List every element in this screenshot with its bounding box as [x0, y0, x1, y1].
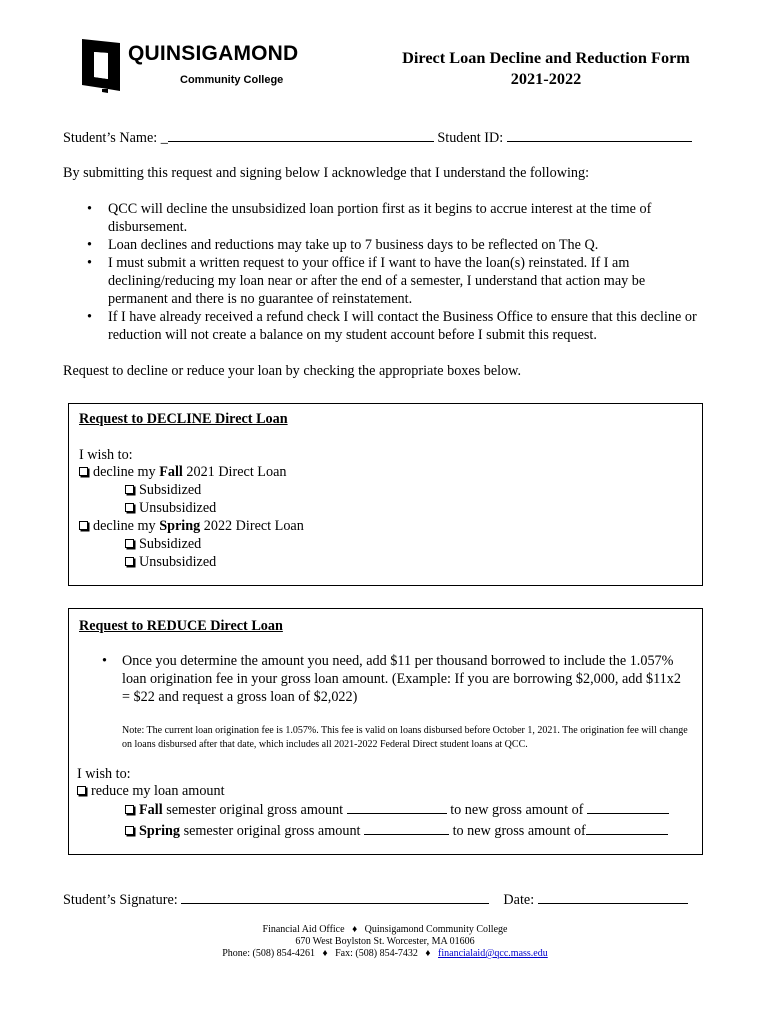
signature-label: Student’s Signature:	[63, 892, 178, 908]
form-title-line1: Direct Loan Decline and Reduction Form	[402, 48, 690, 67]
reduce-spring-term: Spring	[139, 823, 181, 839]
reduce-loan-label: reduce my loan amount	[91, 783, 225, 799]
acknowledgement-item: • QCC will decline the unsubsidized loan portion first as it begins to accrue interest at the time of disbursement.	[63, 200, 703, 236]
reduce-spring-checkbox[interactable]	[125, 826, 134, 835]
reduce-fall-row[interactable]	[125, 800, 669, 819]
footer-office-line	[0, 924, 770, 937]
decline-fall-subsidized-option[interactable]	[125, 481, 201, 499]
decline-spring-suffix: 2022 Direct Loan	[200, 518, 304, 534]
signature-field[interactable]	[181, 890, 489, 904]
decline-spring-term: Spring	[159, 518, 201, 534]
fall-new-amount-label: to new gross amount of	[450, 802, 584, 818]
decline-spring-unsubsidized-checkbox[interactable]	[125, 557, 134, 566]
reduce-section-title: Request to REDUCE Direct Loan	[79, 618, 283, 634]
reduce-fall-checkbox[interactable]	[125, 805, 134, 814]
reduce-wish-label: I wish to:	[77, 766, 131, 782]
decline-spring-checkbox[interactable]	[79, 521, 88, 530]
acknowledgement-item: • Loan declines and reductions may take up to 7 business days to be reflected on The Q.	[63, 236, 703, 254]
decline-fall-text: decline my	[93, 464, 160, 480]
decline-fall-suffix: 2021 Direct Loan	[182, 464, 287, 480]
spring-new-amount-label: to new gross amount of	[452, 823, 586, 839]
date-field[interactable]	[538, 890, 688, 904]
student-id-field[interactable]	[507, 128, 692, 142]
signature-row	[63, 890, 688, 909]
decline-spring-text: decline my	[93, 518, 160, 534]
footer-contact-line	[0, 948, 770, 961]
logo-subtitle: Community College	[180, 74, 284, 86]
reduce-spring-row[interactable]	[125, 821, 668, 840]
decline-fall-subsidized-checkbox[interactable]	[125, 485, 134, 494]
student-name-field[interactable]	[168, 128, 434, 142]
reduce-fall-text: semester original gross amount	[162, 802, 344, 818]
date-label: Date:	[503, 892, 535, 908]
student-name-label: Student’s Name: _	[63, 130, 168, 146]
footer-address: 670 West Boylston St. Worcester, MA 01606	[295, 936, 475, 947]
footer-fax: Fax: (508) 854-7432	[335, 948, 418, 959]
acknowledgement-item: • If I have already received a refund check I will contact the Business Office to ensure that this decline or reduction will not create a balance on my student account before I submit this request.	[63, 308, 703, 344]
footer-office: Financial Aid Office	[262, 924, 345, 935]
acknowledgement-list	[63, 200, 703, 344]
fall-new-amount-field[interactable]	[587, 800, 669, 814]
decline-spring-subsidized-option[interactable]	[125, 535, 201, 553]
request-instructions: Request to decline or reduce your loan by checking the appropriate boxes below.	[63, 363, 522, 379]
unsubsidized-label: Unsubsidized	[139, 554, 217, 570]
form-title-year: 2021-2022	[510, 69, 582, 88]
student-id-label: Student ID:	[437, 130, 504, 146]
decline-fall-option[interactable]	[79, 463, 286, 481]
origination-fee-note: Note: The current loan origination fee is 1.057%. This fee is valid on loans disbursed before October 1, 2021. The origination fee will change on loans disbursed after that date, which includes all 2021-2022 Federal Direct student loans at QCC.	[122, 725, 688, 750]
decline-spring-subsidized-checkbox[interactable]	[125, 539, 134, 548]
student-info-row	[63, 128, 692, 147]
decline-spring-option[interactable]	[79, 517, 304, 535]
decline-fall-unsubsidized-option[interactable]	[125, 499, 216, 517]
bullet-icon: •	[102, 653, 107, 669]
reduce-loan-section	[68, 608, 703, 855]
decline-section-title: Request to DECLINE Direct Loan	[79, 411, 288, 427]
reduce-instruction	[102, 652, 692, 706]
diamond-separator-icon: ♦	[352, 924, 358, 935]
form-title	[380, 47, 712, 89]
footer-phone: Phone: (508) 854-4261	[222, 948, 316, 959]
decline-spring-unsubsidized-option[interactable]	[125, 553, 216, 571]
diamond-separator-icon: ♦	[425, 948, 431, 959]
subsidized-label: Subsidized	[139, 536, 202, 552]
acknowledgement-intro: By submitting this request and signing below I acknowledge that I understand the following:	[63, 165, 590, 181]
spring-original-amount-field[interactable]	[364, 821, 449, 835]
fall-original-amount-field[interactable]	[347, 800, 447, 814]
reduce-loan-option[interactable]	[77, 782, 225, 800]
reduce-instruction-text: Once you determine the amount you need, add $11 per thousand borrowed to include the 1.057% loan origination fee in your gross loan amount. (Example: If you are borrowing $2,000, add $11x2 = $22 and request a gross loan of $2,022)	[122, 653, 681, 705]
footer-college: Quinsigamond Community College	[364, 924, 508, 935]
acknowledgement-item: • I must submit a written request to your office if I want to have the loan(s) reinstated. If I am declining/reducing my loan near or after the end of a semester, I understand that action may be permanent and there is no guarantee of reinstatement.	[63, 254, 703, 308]
decline-wish-label: I wish to:	[79, 447, 133, 463]
qcc-logo-mark-icon	[82, 37, 122, 93]
reduce-loan-checkbox[interactable]	[77, 786, 86, 795]
college-logo	[82, 37, 312, 97]
spring-new-amount-field[interactable]	[586, 821, 668, 835]
decline-fall-unsubsidized-checkbox[interactable]	[125, 503, 134, 512]
decline-fall-term: Fall	[159, 464, 183, 480]
reduce-spring-text: semester original gross amount	[180, 823, 361, 839]
decline-fall-checkbox[interactable]	[79, 467, 88, 476]
reduce-fall-term: Fall	[139, 802, 163, 818]
subsidized-label: Subsidized	[139, 482, 202, 498]
diamond-separator-icon: ♦	[322, 948, 328, 959]
logo-name: QUINSIGAMOND	[128, 42, 299, 65]
footer-email-link[interactable]: financialaid@qcc.mass.edu	[438, 948, 548, 959]
decline-loan-section	[68, 403, 703, 586]
unsubsidized-label: Unsubsidized	[139, 500, 217, 516]
